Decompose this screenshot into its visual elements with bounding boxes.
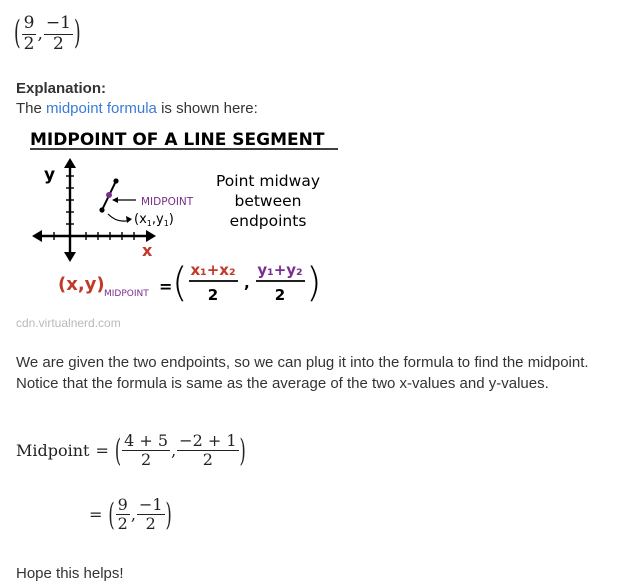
fraction-numerator: 9 bbox=[117, 495, 128, 514]
description-line-1: Point midway bbox=[215, 172, 321, 190]
left-paren: ( bbox=[114, 432, 122, 469]
left-paren: ( bbox=[14, 15, 21, 54]
formula-right-paren: ) bbox=[306, 260, 322, 306]
x-axis-arrow-left bbox=[32, 230, 42, 242]
formula-equals: = bbox=[159, 277, 173, 296]
midpoint-equation bbox=[16, 432, 246, 470]
comma: , bbox=[171, 441, 177, 461]
equation-fraction-x bbox=[122, 432, 170, 470]
description-line-2: between bbox=[234, 192, 302, 210]
formula-numerator-x: x₁+x₂ bbox=[190, 261, 236, 279]
explanation-paragraph: We are given the two endpoints, so we can plug it into the formula to find the midpoint. Notice that the formula is same as the average of the two x-values and y-values. bbox=[16, 354, 589, 392]
right-paren: ) bbox=[165, 496, 172, 533]
endpoint-2 bbox=[113, 178, 118, 183]
fraction-denominator: 2 bbox=[23, 33, 35, 54]
equation-fraction-y bbox=[177, 432, 238, 470]
image-source-caption: cdn.virtualnerd.com bbox=[16, 316, 121, 330]
fraction-numerator: −1 bbox=[138, 495, 163, 514]
formula-left-paren: ( bbox=[172, 260, 188, 306]
midpoint-formula-link[interactable]: midpoint formula bbox=[46, 100, 157, 117]
fraction-denominator: 2 bbox=[202, 450, 213, 470]
formula-denominator-x: 2 bbox=[207, 286, 219, 304]
fraction-denominator: 2 bbox=[145, 514, 156, 534]
intro-text: The bbox=[16, 100, 47, 117]
comma: , bbox=[37, 24, 43, 45]
figure-title: MIDPOINT OF A LINE SEGMENT bbox=[30, 130, 325, 150]
fraction-numerator: −1 bbox=[45, 13, 71, 33]
y-axis-arrow-down bbox=[64, 252, 76, 262]
fraction-denominator: 2 bbox=[117, 514, 128, 534]
formula-denominator-y: 2 bbox=[274, 286, 286, 304]
description-line-3: endpoints bbox=[229, 212, 307, 230]
y-axis-arrow-up bbox=[64, 158, 76, 168]
right-paren: ) bbox=[73, 15, 81, 54]
result-fraction-y bbox=[137, 496, 165, 534]
left-paren: ( bbox=[108, 496, 115, 533]
formula-lhs: (x,y) bbox=[58, 274, 105, 295]
x-axis-label: x bbox=[142, 241, 153, 260]
y-axis-label: y bbox=[44, 165, 56, 185]
answer-expression bbox=[14, 14, 81, 54]
comma: , bbox=[130, 505, 136, 525]
explanation-intro bbox=[16, 100, 258, 117]
formula-numerator-y: y₁+y₂ bbox=[257, 261, 303, 279]
fraction-denominator: 2 bbox=[141, 450, 152, 470]
equation-label: Midpoint bbox=[16, 441, 90, 461]
fraction-numerator: 4 + 5 bbox=[124, 431, 169, 450]
formula-subscript: MIDPOINT bbox=[104, 289, 149, 299]
midpoint-label: MIDPOINT bbox=[141, 196, 194, 208]
answer-fraction-y bbox=[44, 14, 73, 54]
right-paren: ) bbox=[239, 432, 246, 469]
axis-ticks bbox=[54, 176, 134, 240]
fraction-numerator: 9 bbox=[23, 13, 35, 33]
formula-comma: , bbox=[244, 274, 250, 292]
endpoint-label: $(x_1,y_1)$ bbox=[134, 212, 174, 228]
equals-sign: = bbox=[89, 505, 103, 525]
explanation-heading: Explanation: bbox=[16, 80, 107, 97]
result-fraction-x bbox=[116, 496, 130, 534]
equals-sign: = bbox=[95, 441, 109, 461]
endpoint-pointer-arrow bbox=[126, 216, 132, 223]
answer-fraction-x bbox=[22, 14, 37, 54]
endpoint-1 bbox=[99, 207, 104, 212]
midpoint-pointer-arrow bbox=[112, 197, 118, 203]
intro-text-end: is shown here: bbox=[156, 100, 258, 117]
fraction-numerator: −2 + 1 bbox=[179, 431, 237, 450]
midpoint-figure bbox=[28, 128, 348, 308]
midpoint-dot bbox=[106, 192, 112, 198]
closing-text: Hope this helps! bbox=[16, 565, 124, 582]
result-equation bbox=[89, 496, 172, 534]
fraction-denominator: 2 bbox=[52, 33, 64, 54]
